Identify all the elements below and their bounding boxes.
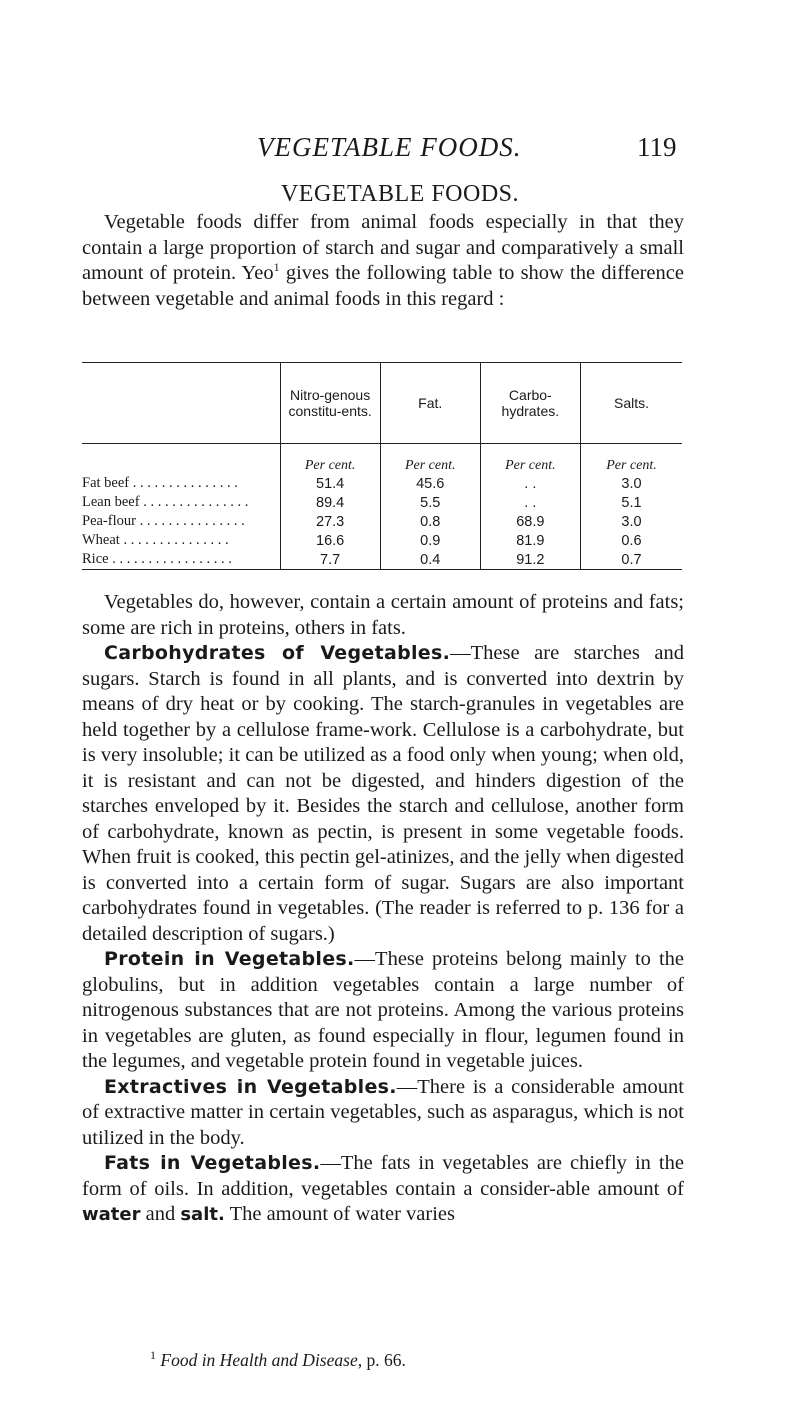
- value-cell: 0.7: [581, 550, 683, 570]
- value-cell: 0.8: [380, 512, 480, 531]
- term-salt: salt.: [180, 1204, 225, 1225]
- run-in-heading: Carbohydrates of Vegetables.: [104, 642, 451, 664]
- run-in-heading: Fats in Vegetables.: [104, 1152, 321, 1174]
- value-cell: 27.3: [280, 512, 380, 531]
- header-carbohydrates: Carbo-hydrates.: [480, 363, 580, 444]
- footnote-ref: 1: [273, 260, 280, 275]
- paragraph-carbohydrates: Carbohydrates of Vegetables.—These are starches and sugars. Starch is found in all plants, and is converted into dextrin by means of dry heat or by cooking. The starch-granules in vegetables are held together by a cellulose frame-work. Cellulose is a carbohydrate, but is very insoluble; it can be utilized as a food only when young; when old, it is resistant and can not be digested, and hinders digestion of the starches enveloped by it. Besides the starch and cellulose, another form of carbohydrate, known as pectin, is present in some vegetable foods. When fruit is cooked, this pectin gel-atinizes, and the jelly when digested is converted into a certain form of sugar. Sugars are also important carbohydrates found in vegetables. (The reader is referred to p. 136 for a detailed description of sugars.): [82, 642, 684, 945]
- food-name: Rice . . . . . . . . . . . . . . . . .: [82, 550, 280, 570]
- value-cell: 0.9: [380, 531, 480, 550]
- header-food: [82, 363, 280, 444]
- footnote-mark: 1: [150, 1348, 156, 1363]
- value-cell: 3.0: [581, 512, 683, 531]
- run-in-heading: Protein in Vegetables.: [104, 948, 355, 970]
- value-cell: 3.0: [581, 474, 683, 493]
- table-row: [82, 493, 682, 512]
- value-cell: 68.9: [480, 512, 580, 531]
- value-cell: . .: [480, 493, 580, 512]
- value-cell: 81.9: [480, 531, 580, 550]
- table-header-row: [82, 363, 682, 444]
- table-row: [82, 512, 682, 531]
- unit-label: Per cent.: [581, 444, 683, 475]
- value-cell: 7.7: [280, 550, 380, 570]
- value-cell: 16.6: [280, 531, 380, 550]
- nutrition-table: [82, 362, 682, 570]
- unit-label: Per cent.: [380, 444, 480, 475]
- paragraph-protein: Protein in Vegetables.—These proteins belong mainly to the globulins, but in addition vegetables contain a large number of nitrogenous substances that are not proteins. Among the various proteins in vegetables are gluten, as found especially in flour, legumen found in the legumes, and vegetable protein found in vegetable juices.: [82, 948, 684, 1072]
- header-nitrogenous: Nitro-genous constitu-ents.: [280, 363, 380, 444]
- paragraph-fats: Fats in Vegetables.—The fats in vegetables are chiefly in the form of oils. In addition, vegetables contain a consider-able amount of water and salt. The amount of water varies: [82, 1152, 684, 1225]
- footnote-title: Food in Health and Disease,: [160, 1350, 363, 1370]
- value-cell: 91.2: [480, 550, 580, 570]
- page-header: [0, 132, 800, 172]
- footnote-page: p. 66.: [362, 1350, 406, 1370]
- table-row: [82, 550, 682, 570]
- food-name: Lean beef . . . . . . . . . . . . . . .: [82, 494, 249, 510]
- body-text: [82, 590, 684, 1228]
- running-title: VEGETABLE FOODS.: [257, 132, 522, 162]
- value-cell: . .: [480, 474, 580, 493]
- units-row: [82, 444, 682, 475]
- food-name: Fat beef . . . . . . . . . . . . . . .: [82, 475, 238, 491]
- table-row: [82, 531, 682, 550]
- value-cell: 0.6: [581, 531, 683, 550]
- value-cell: 89.4: [280, 493, 380, 512]
- table-row: [82, 474, 682, 493]
- value-cell: 5.1: [581, 493, 683, 512]
- food-name: Pea-flour . . . . . . . . . . . . . . .: [82, 513, 245, 529]
- unit-label: Per cent.: [280, 444, 380, 475]
- header-salts: Salts.: [581, 363, 683, 444]
- value-cell: 45.6: [380, 474, 480, 493]
- unit-label: Per cent.: [480, 444, 580, 475]
- value-cell: 0.4: [380, 550, 480, 570]
- paragraph-extractives: Extractives in Vegetables.—There is a considerable amount of extractive matter in certain vegetables, such as asparagus, which is not utilized in the body.: [82, 1075, 685, 1149]
- term-water: water: [82, 1204, 141, 1225]
- section-title: VEGETABLE FOODS.: [280, 181, 520, 207]
- value-cell: 5.5: [380, 493, 480, 512]
- header-fat: Fat.: [380, 363, 480, 444]
- value-cell: 51.4: [280, 474, 380, 493]
- intro-paragraph: Vegetable foods differ from animal foods especially in that they contain a large proportion of starch and sugar and comparatively a small amount of protein. Yeo$^1$ gives the following table to show the difference between vegetable and animal foods in this regard :: [82, 211, 684, 310]
- paragraph-intro-proteins: Vegetables do, however, contain a certain amount of proteins and fats; some are rich in proteins, others in fats.: [82, 591, 684, 639]
- page-number: 119: [637, 132, 677, 162]
- footnote: [150, 1350, 406, 1371]
- run-in-heading: Extractives in Vegetables.: [104, 1075, 397, 1098]
- food-name: Wheat . . . . . . . . . . . . . . .: [82, 532, 229, 548]
